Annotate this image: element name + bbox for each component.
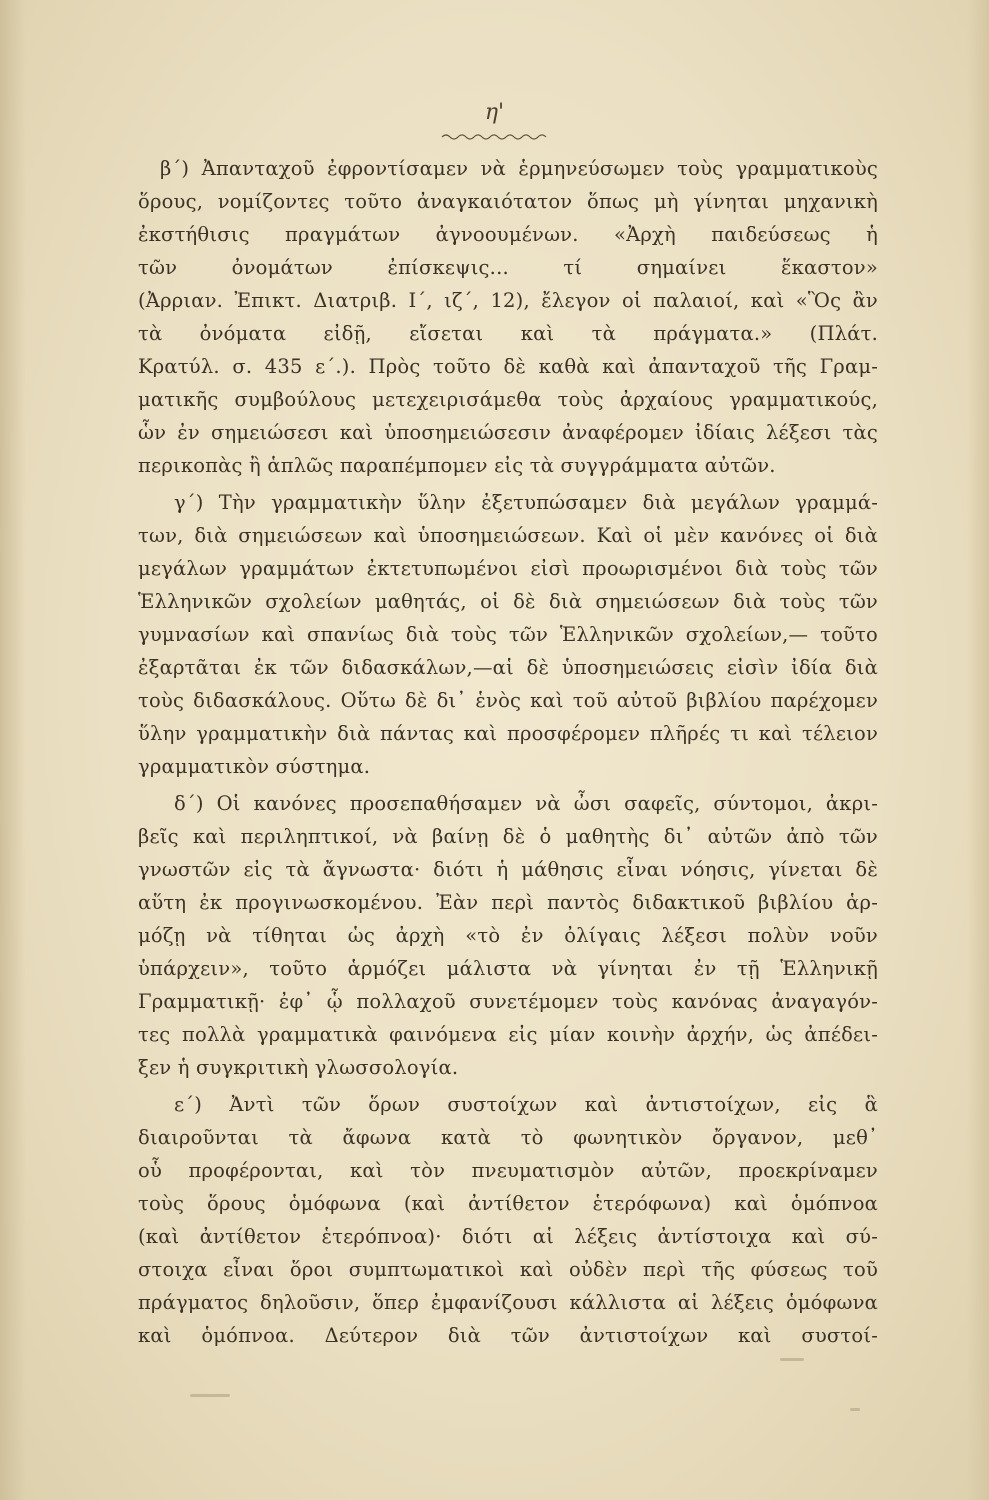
text-line: τῶν ὀνομάτων ἐπίσκεψις... τί σημαίνει ἕκαστον»	[138, 256, 878, 279]
text-line: β΄) Ἀπανταχοῦ ἐφροντίσαμεν νὰ ἑρμηνεύσωμεν τοὺς γραμματικοὺς	[160, 157, 878, 180]
text-line: ἐκστήθισις πραγμάτων ἀγνοουμένων. «Ἀρχὴ παιδεύσεως ἡ	[138, 223, 878, 246]
text-line: ἐξαρτᾶται ἐκ τῶν διδασκάλων,—αἱ δὲ ὑποσημειώσεις εἰσὶν ἰδία διὰ	[138, 656, 878, 679]
text-line: γ΄) Τὴν γραμματικὴν ὕλην ἐξετυπώσαμεν διὰ μεγάλων γραμμά-	[174, 491, 878, 514]
paper-speck	[190, 1394, 230, 1397]
text-line: (Ἀρριαν. Ἐπικτ. Διατριβ. Ι΄, ιζ΄, 12), ἔλεγον οἱ παλαιοί, καὶ «Ὃς ἂν	[138, 289, 878, 312]
paper-speck	[850, 1408, 860, 1411]
text-line: περικοπὰς ἢ ἁπλῶς παραπέμπομεν εἰς τὰ συγγράμματα αὐτῶν.	[138, 454, 776, 477]
text-line: ὑπάρχειν», τοῦτο ἁρμόζει μάλιστα νὰ γίνηται ἐν τῇ Ἑλληνικῇ	[138, 957, 878, 980]
text-line: Γραμματικῇ· ἐφ᾽ ᾧ πολλαχοῦ συνετέμομεν τοὺς κανόνας ἀναγαγόν-	[138, 990, 878, 1013]
paragraph-gamma	[138, 486, 878, 783]
text-line: ὧν ἐν σημειώσεσι καὶ ὑποσημειώσεσιν ἀναφέρομεν ἰδίαις λέξεσι τὰς	[138, 421, 878, 444]
text-line: βεῖς καὶ περιληπτικοί, νὰ βαίνῃ δὲ ὁ μαθητὴς δι᾽ αὐτῶν ἀπὸ τῶν	[138, 825, 878, 848]
text-line: τὰ ὀνόματα εἰδῇ, εἴσεται καὶ τὰ πράγματα.» (Πλάτ.	[138, 322, 878, 345]
text-line: πράγματος δηλοῦσιν, ὅπερ ἐμφανίζουσι κάλλιστα αἱ λέξεις ὁμόφωνα	[138, 1291, 878, 1314]
text-line: τοὺς ὅρους ὁμόφωνα (καὶ ἀντίθετον ἑτερόφωνα) καὶ ὁμόπνοα	[138, 1192, 878, 1215]
paragraph-epsilon	[138, 1088, 878, 1352]
text-line: μεγάλων γραμμάτων ἐκτετυπωμένοι εἰσὶ προωρισμένοι διὰ τοὺς τῶν	[138, 557, 878, 580]
text-line: ὕλην γραμματικὴν διὰ πάντας καὶ προσφέρομεν πλῆρές τι καὶ τέλειον	[138, 722, 878, 745]
text-line: δ΄) Οἱ κανόνες προσεπαθήσαμεν νὰ ὦσι σαφεῖς, σύντομοι, ἀκρι-	[174, 792, 878, 815]
text-line: αὕτη ἐκ προγινωσκομένου. Ἐὰν περὶ παντὸς διδακτικοῦ βιβλίου ἁρ-	[138, 891, 878, 914]
text-line: καὶ ὁμόπνοα. Δεύτερον διὰ τῶν ἀντιστοίχων καὶ συστοί-	[138, 1324, 878, 1347]
page-edge-shadow-right	[967, 0, 989, 1500]
text-line: οὗ προφέρονται, καὶ τὸν πνευματισμὸν αὐτῶν, προεκρίναμεν	[138, 1159, 878, 1182]
text-line: ξεν ἡ συγκριτικὴ γλωσσολογία.	[138, 1056, 459, 1079]
text-line: ὅρους, νομίζοντες τοῦτο ἀναγκαιότατον ὅπως μὴ γίνηται μηχανικὴ	[138, 190, 878, 213]
page-edge-shadow-left	[0, 0, 26, 1500]
paragraph-delta	[138, 787, 878, 1084]
page-number: η'	[484, 100, 505, 125]
text-line: ματικῆς συμβούλους μετεχειρισάμεθα τοὺς ἀρχαίους γραμματικούς,	[138, 388, 878, 411]
text-line: τες πολλὰ γραμματικὰ φαινόμενα εἰς μίαν κοινὴν ἀρχήν, ὡς ἀπέδει-	[138, 1023, 878, 1046]
wavy-ornament-icon	[440, 132, 550, 142]
text-line: (καὶ ἀντίθετον ἑτερόπνοα)· διότι αἱ λέξεις ἀντίστοιχα καὶ σύ-	[138, 1225, 878, 1248]
paragraph-beta	[138, 152, 878, 482]
text-line: γυμνασίων καὶ σπανίως διὰ τοὺς τῶν Ἑλληνικῶν σχολείων,— τοῦτο	[138, 623, 878, 646]
text-line: μόζῃ νὰ τίθηται ὡς ἀρχὴ «τὸ ἐν ὀλίγαις λέξεσι πολὺν νοῦν	[138, 924, 878, 947]
text-line: ε΄) Ἀντὶ τῶν ὅρων συστοίχων καὶ ἀντιστοίχων, εἰς ἃ	[174, 1093, 878, 1116]
body-text	[138, 152, 878, 1352]
text-line: τοὺς διδασκάλους. Οὕτω δὲ δι᾽ ἑνὸς καὶ τοῦ αὐτοῦ βιβλίου παρέχομεν	[138, 689, 878, 712]
text-line: γνωστῶν εἰς τὰ ἄγνωστα· διότι ἡ μάθησις εἶναι νόησις, γίνεται δὲ	[138, 858, 878, 881]
text-line: των, διὰ σημειώσεων καὶ ὑποσημειώσεων. Καὶ οἱ μὲν κανόνες οἱ διὰ	[138, 524, 878, 547]
text-line: Ἑλληνικῶν σχολείων μαθητάς, οἱ δὲ διὰ σημειώσεων διὰ τοὺς τῶν	[138, 590, 878, 613]
text-line: Κρατύλ. σ. 435 ε΄.). Πρὸς τοῦτο δὲ καθὰ καὶ ἀπανταχοῦ τῆς Γραμ-	[138, 355, 878, 378]
text-line: γραμματικὸν σύστημα.	[138, 755, 371, 778]
paper-speck	[780, 1358, 804, 1361]
text-line: διαιροῦνται τὰ ἄφωνα κατὰ τὸ φωνητικὸν ὄργανον, μεθ᾽	[138, 1126, 878, 1149]
text-line: στοιχα εἶναι ὅροι συμπτωματικοὶ καὶ οὐδὲν περὶ τῆς φύσεως τοῦ	[138, 1258, 878, 1281]
